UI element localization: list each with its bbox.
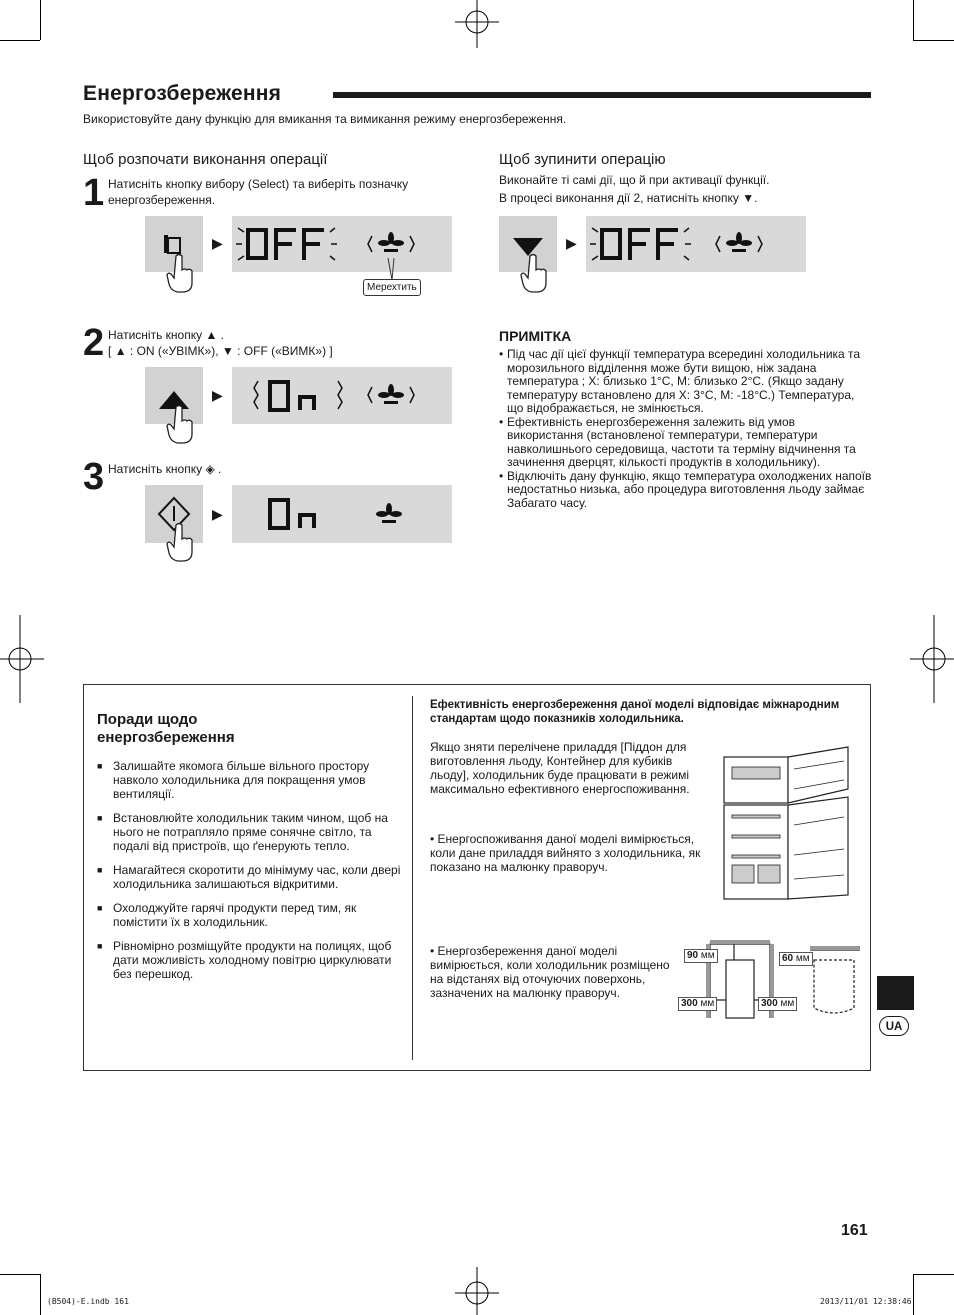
up-arrow-icon: ▲ <box>114 344 127 358</box>
list-item: ■ Залишайте якомога більше вільного простору навколо холодильника для покращення умов вентиляції. <box>97 759 402 801</box>
page-title: Енергозбереження <box>83 82 282 105</box>
divider <box>412 696 413 1060</box>
hand-pointer-icon <box>166 252 196 302</box>
hand-pointer-icon <box>166 403 196 453</box>
arrow-icon: ▶ <box>212 387 223 403</box>
page-number: 161 <box>841 1222 868 1239</box>
footer-file: (B504)-E.indb 161 <box>47 1297 129 1306</box>
list-item: • Ефективність енергозбереження залежить від умов використання (встановленої температури, температури навколишнього середовища, частоти та терміну відчинення та зачинення дверцят, кількості продуктів в холодильнику). <box>499 416 873 470</box>
registration-mark <box>910 615 954 703</box>
step2-line2: [ ▲ : ON («УВІМК»), ▼ : OFF («ВИМК») ] <box>108 344 333 358</box>
crop-mark <box>40 0 41 40</box>
crop-mark <box>0 1274 40 1275</box>
display-panel <box>586 216 806 272</box>
efficiency-heading: Ефективність енергозбереження даної моделі відповідає міжнародним стандартам щодо показників холодильника. <box>430 699 840 725</box>
registration-mark <box>455 0 499 50</box>
display-panel <box>232 485 452 543</box>
registration-mark <box>455 1265 499 1315</box>
title-rule <box>333 92 871 98</box>
list-item: ■ Рівномірно розміщуйте продукти на полицях, щоб дати можливість холодному повітрю циркулювати без перешкод. <box>97 939 402 981</box>
start-heading: Щоб розпочати виконання операції <box>83 151 328 168</box>
list-item: ■ Встановлюйте холодильник таким чином, щоб на нього не потрапляло пряме сонячне світло, та подалі від пристроїв, що ґенерують тепло. <box>97 811 402 853</box>
hand-pointer-icon <box>520 252 550 302</box>
efficiency-p3: • Енергозбереження даної моделі вимірюється, коли холодильник розміщено на відстанях від оточуючих поверхонь, зазначених на малюнку праворуч. <box>430 944 670 1000</box>
language-tab <box>877 976 914 1010</box>
crop-mark <box>913 40 954 41</box>
list-item: • Відключіть дану функцію, якщо температура охолоджених напоїв недостатньо низька, або процедура виготовлення льоду займає Забагато часу. <box>499 470 873 511</box>
footer-timestamp: 2013/11/01 12:38:46 <box>820 1297 912 1306</box>
up-arrow-icon: ▲ <box>205 328 218 342</box>
crop-mark <box>913 0 914 40</box>
crop-mark <box>913 1274 914 1315</box>
step1-text: Натисніть кнопку вибору (Select) та виберіть позначку енергозбереження. <box>108 177 409 207</box>
dimension-label: 90 мм <box>684 949 718 963</box>
tips-list <box>97 759 402 991</box>
intro-text: Використовуйте дану функцію для вмикання та вимикання режиму енергозбереження. <box>83 112 567 126</box>
arrow-icon: ▶ <box>212 235 223 251</box>
crop-mark <box>40 1274 41 1315</box>
hand-pointer-icon <box>166 521 196 571</box>
step-number: 1 <box>83 172 105 214</box>
crop-mark <box>0 40 40 41</box>
efficiency-p2: • Енергоспоживання даної моделі вимірюється, коли дане приладдя вийнято з холодильника, як показано на малюнку праворуч. <box>430 832 701 874</box>
registration-mark <box>0 615 44 703</box>
step2-line1: Натисніть кнопку ▲ . <box>108 328 224 342</box>
stop-heading: Щоб зупинити операцію <box>499 151 666 168</box>
step3-text: Натисніть кнопку ◈ . <box>108 462 222 476</box>
arrow-icon: ▶ <box>212 506 223 522</box>
fridge-open-illustration <box>722 745 852 905</box>
down-arrow-icon: ▼ <box>742 191 755 205</box>
dimension-label: 300 мм <box>678 997 717 1011</box>
note-heading: ПРИМІТКА <box>499 328 572 344</box>
efficiency-p1: Якщо зняти перелічене приладдя [Піддон для виготовлення льоду, Контейнер для кубиків льоду], холодильник буде працювати в режимі максимально ефективного енергоспоживання. <box>430 740 690 796</box>
blink-label: Мерехтить <box>363 279 421 296</box>
arrow-icon: ▶ <box>566 235 577 251</box>
list-item: • Під час дії цієї функції температура всередині холодильника та морозильного відділення може бути вищою, ніж задана температура ; X: близько 1°C, M: близько 2°C. (Якщо задану температуру встановлено для X: 3°C, M: -18°C.) Температура, що відображається, не змінюється. <box>499 348 873 416</box>
down-arrow-icon: ▼ <box>221 344 234 358</box>
stop-line2: В процесі виконання дії 2, натисніть кнопку ▼. <box>499 191 758 205</box>
enter-icon: ◈ <box>205 462 215 476</box>
list-item: ■ Охолоджуйте гарячі продукти перед тим, як помістити їх в холодильник. <box>97 901 402 929</box>
tips-title: Поради щодо енергозбереження <box>97 711 235 746</box>
dimension-label: 300 мм <box>758 997 797 1011</box>
display-panel <box>232 367 452 424</box>
step-number: 3 <box>83 456 105 498</box>
list-item: ■ Намагайтеся скоротити до мінімуму час, коли двері холодильника залишаються відкритими. <box>97 863 402 891</box>
step-number: 2 <box>83 322 105 364</box>
stop-line1: Виконайте ті самі дії, що й при активації функції. <box>499 173 770 187</box>
crop-mark <box>913 1274 954 1275</box>
language-badge: UA <box>879 1016 909 1036</box>
dimension-label: 60 мм <box>779 952 813 966</box>
display-panel <box>232 216 452 272</box>
note-list <box>499 348 873 510</box>
